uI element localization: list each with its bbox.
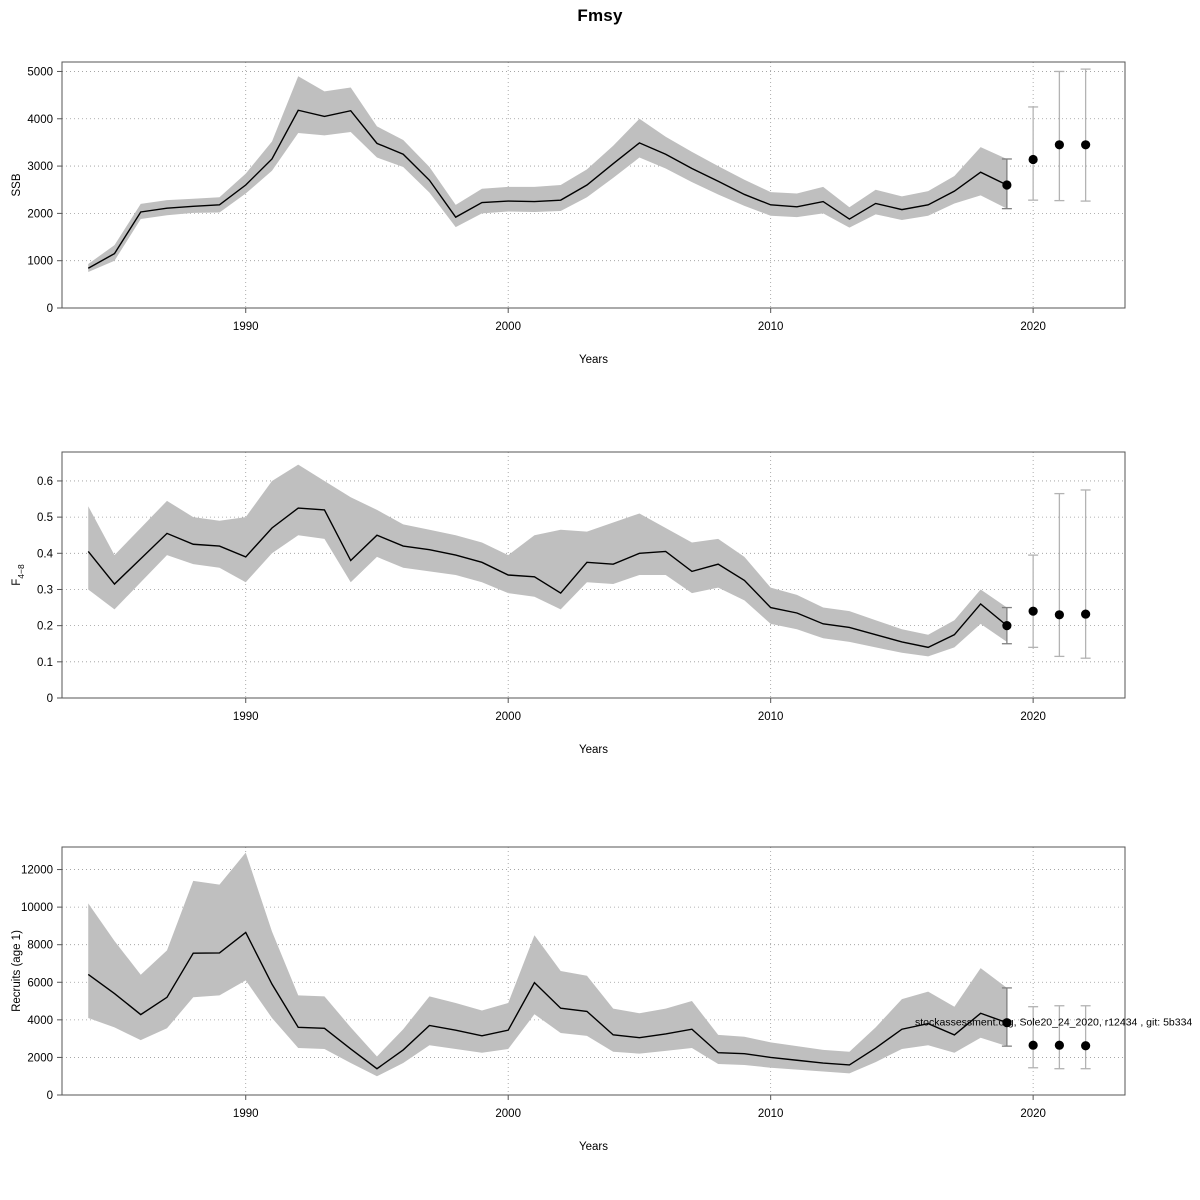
page-title: Fmsy bbox=[577, 6, 623, 25]
svg-text:1000: 1000 bbox=[27, 255, 53, 268]
svg-text:12000: 12000 bbox=[21, 864, 53, 877]
svg-text:1990: 1990 bbox=[232, 1108, 259, 1120]
svg-text:2000: 2000 bbox=[495, 1108, 521, 1120]
svg-text:0.5: 0.5 bbox=[37, 512, 53, 525]
chart-panel-f bbox=[0, 430, 1200, 780]
svg-text:2010: 2010 bbox=[757, 321, 784, 333]
recruits-plot bbox=[0, 825, 1200, 1185]
svg-text:2020: 2020 bbox=[1020, 321, 1046, 333]
svg-text:0.4: 0.4 bbox=[37, 548, 53, 561]
svg-text:1990: 1990 bbox=[232, 711, 259, 723]
svg-text:6000: 6000 bbox=[27, 977, 53, 990]
svg-text:Years: Years bbox=[579, 744, 608, 756]
svg-text:0.2: 0.2 bbox=[37, 620, 53, 633]
svg-text:0: 0 bbox=[46, 1090, 53, 1102]
ssb-plot bbox=[0, 40, 1200, 390]
chart-panel-recruits bbox=[0, 825, 1200, 1185]
svg-text:0: 0 bbox=[46, 303, 53, 315]
svg-text:2010: 2010 bbox=[757, 1108, 784, 1120]
svg-text:Recruits (age 1): Recruits (age 1) bbox=[11, 930, 23, 1012]
svg-text:0: 0 bbox=[46, 693, 53, 705]
svg-text:2000: 2000 bbox=[27, 208, 53, 221]
svg-text:2010: 2010 bbox=[757, 711, 784, 723]
svg-text:2000: 2000 bbox=[27, 1052, 53, 1065]
svg-text:3000: 3000 bbox=[27, 161, 53, 174]
svg-text:Years: Years bbox=[579, 1141, 608, 1153]
svg-text:0.3: 0.3 bbox=[37, 584, 53, 597]
svg-text:5000: 5000 bbox=[27, 66, 53, 79]
svg-text:2020: 2020 bbox=[1020, 1108, 1046, 1120]
svg-text:0.6: 0.6 bbox=[37, 475, 53, 488]
svg-text:stockassessment.org, Sole20_24: stockassessment.org, Sole20_24_2020, r12434 , git: 5b334 bbox=[915, 1016, 1193, 1029]
svg-text:0.1: 0.1 bbox=[37, 656, 53, 669]
svg-text:F4−8: $F_{4-8}$ bbox=[11, 564, 26, 586]
svg-text:2020: 2020 bbox=[1020, 711, 1046, 723]
svg-text:2000: 2000 bbox=[495, 321, 521, 333]
svg-text:4000: 4000 bbox=[27, 113, 53, 126]
svg-text:SSB: SSB bbox=[11, 173, 23, 197]
svg-text:2000: 2000 bbox=[495, 711, 521, 723]
svg-text:8000: 8000 bbox=[27, 939, 53, 952]
chart-panel-ssb bbox=[0, 40, 1200, 390]
fishing-mortality-plot bbox=[0, 430, 1200, 780]
svg-text:1990: 1990 bbox=[232, 321, 259, 333]
svg-text:10000: 10000 bbox=[21, 902, 53, 915]
svg-text:4000: 4000 bbox=[27, 1014, 53, 1027]
svg-text:Years: Years bbox=[579, 354, 608, 366]
